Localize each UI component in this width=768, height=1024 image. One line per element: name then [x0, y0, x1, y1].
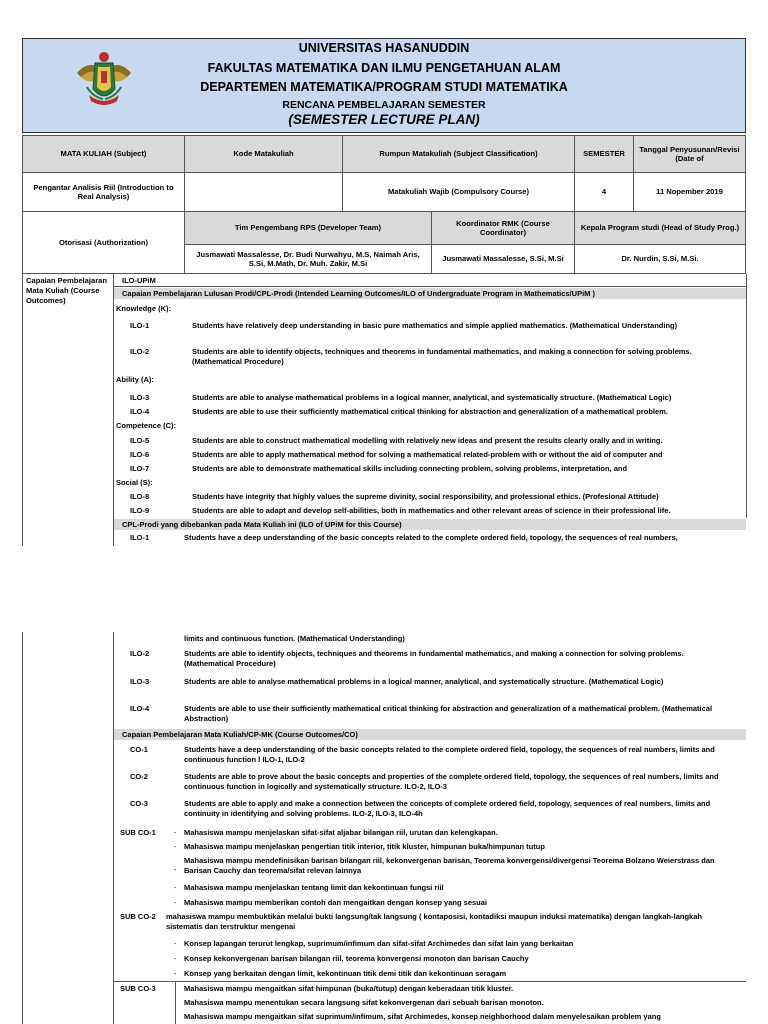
head-of-program: Dr. Nurdin, S.Si, M.Si.	[574, 244, 746, 274]
sub-co-3-code: SUB CO-3	[120, 984, 156, 993]
ilo-2-code: ILO-2	[130, 347, 150, 356]
header-semester: SEMESTER	[574, 135, 634, 173]
ilo-8-code: ILO-8	[130, 492, 150, 501]
ilo-7-text: Students are able to demonstrate mathematical skills including connecting problem, solving problems, interpretation, and	[192, 464, 628, 473]
co-3-text: Students are able to apply and make a connection between the concepts of complete ordered field, topology, sequences of real numbers, limits and continuity in identifying and solving problems. ILO-2, ILO-3, ILO-4h	[184, 799, 711, 818]
developer-team: Jusmawati Massalesse, Dr. Budi Nurwahyu, M.S, Naimah Aris, S.Si, M.Math, Dr. Muh. Zakir, M.Si	[184, 244, 432, 274]
p2-ilo-3-text: Students are able to analyse mathematical problems in a logical manner, analytical, and systematically structure. (Mathematical Logic)	[184, 677, 664, 686]
course-date: 11 Nopember 2019	[633, 172, 746, 212]
sub-co-2-text: mahasiswa mampu membuktikan melalui bukti langsung/tak langsung ( kontaposisi, kontadiksi maupun induksi matematika) dengan langkah-langkah sistematis dan terstruktur mengenai	[166, 912, 702, 931]
social-heading: Social (S):	[116, 478, 153, 487]
ilo-6-code: ILO-6	[130, 450, 150, 459]
co-2-code: CO-2	[130, 772, 148, 781]
sub-co-1-code: SUB CO-1	[120, 828, 156, 837]
header-banner	[22, 38, 746, 133]
co-3-code: CO-3	[130, 799, 148, 808]
sub-co-3-item: Mahasiswa mampu menentukan secara langsung sifat kekonvergenan dari sebuah barisan monoton.	[184, 998, 544, 1007]
header-course-coordinator: Koordinator RMK (Course Coordinator)	[431, 211, 575, 245]
header-head-of-program: Kepala Program studi (Head of Study Prog.)	[574, 211, 746, 245]
knowledge-heading: Knowledge (K):	[116, 304, 171, 313]
sub-co-1-item: Mahasiswa mampu mendefinisikan barisan bilangan riil, kekonvergenan barisan, Teorema konvergensi/divergensi Teorema Bolzano Weierstrass dan Barisan Cauchy dan teorema/sifat relevan lainnya	[184, 856, 715, 875]
header-code: Kode Matakuliah	[184, 135, 343, 173]
p2-ilo-4-text: Students are able to use their sufficiently mathematical critical thinking for abstraction and generalization of a mathematical problem. (Mathematical Abstraction)	[184, 704, 713, 723]
ilo-4-code: ILO-4	[130, 407, 150, 416]
course-code	[184, 172, 343, 212]
course-ilo-1-code: ILO-1	[130, 533, 150, 542]
course-outcomes-label: Capaian Pembelajaran Mata Kuliah (Course Outcomes)	[26, 276, 108, 306]
sub-co-1-item: Mahasiswa mampu memberikan contoh dan mengaitkan dengan konsep yang sesuai	[184, 898, 487, 907]
authorization-label: Otorisasi (Authorization)	[22, 211, 185, 274]
p2-ilo-3-code: ILO-3	[130, 677, 150, 686]
co-1-code: CO-1	[130, 745, 148, 754]
co-2-text: Students are able to prove about the basic concepts and properties of the complete ordered field, topology, the sequences of real numbers, limits and continuous function in logically and systematically structure. ILO-2, ILO-3	[184, 772, 719, 791]
p2-ilo-4-code: ILO-4	[130, 704, 150, 713]
sub-co-1-item: Mahasiswa mampu menjelaskan pengertian titik interior, titik kluster, himpunan buka/himpunan tutup	[184, 842, 545, 851]
p2-ilo-2-code: ILO-2	[130, 649, 150, 658]
cpl-prodi-band: Capaian Pembelajaran Lulusan Prodi/CPL-Prodi (Intended Learning Outcomes/ILO of Undergraduate Program in Mathematics/UPiM )	[114, 288, 746, 299]
ilo-3-text: Students are able to analyse mathematical problems in a logical manner, analytical, and systematically structure. (Mathematical Logic)	[192, 393, 672, 402]
document-title: RENCANA PEMBELAJARAN SEMESTER	[282, 99, 486, 111]
cpmk-band: Capaian Pembelajaran Mata Kuliah/CP-MK (Course Outcomes/CO)	[114, 729, 746, 740]
sub-co-2-item: Konsep yang berkaitan dengan limit, kekontinuan titik demi titik dan kekontinuan seragam	[184, 969, 507, 978]
ability-heading: Ability (A):	[116, 375, 154, 384]
ilo-6-text: Students are able to apply mathematical method for solving a mathematical related-problem with or without the aid of computer and	[192, 450, 663, 459]
department-name: DEPARTEMEN MATEMATIKA/PROGRAM STUDI MATEMATIKA	[200, 80, 568, 94]
course-semester: 4	[574, 172, 634, 212]
sub-co-3-item: Mahasiswa mampu mengaitkan sifat suprimum/infimum, sifat Archimedes, konsep neighborhood dalam menyelesaikan problem yang	[184, 1012, 661, 1021]
ilo-1-code: ILO-1	[130, 321, 150, 330]
ilo-8-text: Students have integrity that highly values the supreme divinity, social responsibility, and professional ethics. (Profesional Attitude)	[192, 492, 659, 501]
sub-co-2-code: SUB CO-2	[120, 912, 156, 921]
sub-co-2-item: Konsep lapangan terurut lengkap, suprimum/infimum dan sifat-sifat Archimedes dan sifat lain yang berkaitan	[184, 939, 574, 948]
sub-co-3-item: Mahasiswa mampu mengaitkan sifat himpunan (buka/tutup) dengan keberadaan titik kluster.	[184, 984, 514, 993]
sub-co-1-item: Mahasiswa mampu menjelaskan sifat-sifat aljabar bilangan riil, urutan dan kelengkapan.	[184, 828, 498, 837]
ilo-5-code: ILO-5	[130, 436, 150, 445]
header-date: Tanggal Penyusunan/Revisi (Date of	[633, 135, 746, 173]
ilo-4-text: Students are able to use their sufficiently mathematical critical thinking for abstraction and generalization of a mathematical problem.	[192, 407, 668, 416]
cpl-course-band: CPL-Prodi yang dibebankan pada Mata Kuliah ini (ILO of UPiM for this Course)	[114, 519, 746, 530]
course-ilo-1-text: Students have a deep understanding of the basic concepts related to the complete ordered field, topology, the sequences of real numbers,	[184, 533, 678, 542]
faculty-name: FAKULTAS MATEMATIKA DAN ILMU PENGETAHUAN ALAM	[207, 61, 561, 75]
ilo-9-text: Students are able to adapt and develop self-abilities, both in mathematics and other relevant areas of science in their professional life.	[192, 506, 671, 515]
course-coordinator: Jusmawati Massalesse, S.Si, M.Si	[431, 244, 575, 274]
ilo-2-text: Students are able to identify objects, techniques and theorems in fundamental mathematics, and making a connection for solving problems. (Mathematical Procedure)	[192, 347, 692, 366]
document-title-en: (SEMESTER LECTURE PLAN)	[288, 112, 480, 127]
course-classification: Matakuliah Wajib (Compulsory Course)	[342, 172, 575, 212]
university-name: UNIVERSITAS HASANUDDIN	[298, 41, 470, 55]
p2-ilo-2-text: Students are able to identify objects, techniques and theorems in fundamental mathematics, and making a connection for solving problems. (Mathematical Procedure)	[184, 649, 684, 668]
sub-co-2-item: Konsep kekonvergenan barisan bilangan riil, teorema konvergensi monoton dan barisan Cauchy	[184, 954, 529, 963]
course-subject: Pengantar Analisis Riil (Introduction to Real Analysis)	[22, 172, 185, 212]
ilo-1-text: Students have relatively deep understanding in basic pure mathematics and simple applied mathematics. (Mathematical Understanding)	[192, 321, 678, 330]
competence-heading: Competence (C):	[116, 421, 177, 430]
ilo-9-code: ILO-9	[130, 506, 150, 515]
page-2: limits and continuous function. (Mathematical Understanding) ILO-2 Students are able to identify objects, techniques and theorems in fundamental mathematics, and making a connection for solving problems. (Mathematical Procedure) ILO-3 Students are able to analyse mathematical problems in a logical manner, analytical, and systematically structure. (Mathematical Logic) ILO-4 Students are able to use their sufficiently mathematical critical thinking for abstraction and generalization of a mathematical problem. (Mathematical Abstraction) Capaian Pembelajaran Mata Kuliah/CP-MK (Course Outcomes/CO) CO-1 Students have a deep understanding of the basic concepts related to the complete ordered field, topology, the sequences of real numbers, limits and continuous function l ILO-1, ILO-2 CO-2 Students are able to prove about the basic concepts and properties of the complete ordered field, topology, the sequences of real numbers, limits and continuous function in logically and systematically structure. ILO-2, ILO-3 CO-3 Students are able to apply and make a connection between the concepts of complete ordered field, topology, sequences of real numbers, limits and continuity in identifying and solving problems. ILO-2, ILO-3, ILO-4h SUB CO-1 - Mahasiswa mampu menjelaskan sifat-sifat aljabar bilangan riil, urutan dan kelengkapan. - Mahasiswa mampu menjelaskan pengertian titik interior, titik kluster, himpunan buka/himpunan tutup - Mahasiswa mampu mendefinisikan barisan bilangan riil, kekonvergenan barisan, Teorema konvergensi/divergensi Teorema Bolzano Weierstrass dan Barisan Cauchy dan teorema/sifat relevan lainnya - Mahasiswa mampu menjelaskan tentang limit dan kekontinuan fungsi riil - Mahasiswa mampu memberikan contoh dan mengaitkan dengan konsep yang sesuai SUB CO-2 mahasiswa mampu membuktikan melalui bukti langsung/tak langsung ( kontaposisi, kontadiksi maupun induksi matematika) dengan langkah-langkah sistematis dan terstruktur mengenai - Konsep lapangan terurut lengkap, suprimum/infimum dan sifat-sifat Archimedes dan sifat lain yang berkaitan - Konsep kekonvergenan barisan bilangan riil, teorema konvergensi monoton dan barisan Cauchy - Konsep yang berkaitan dengan limit, kekontinuan titik demi titik dan kekontinuan seragam SUB CO-3 Mahasiswa mampu mengaitkan sifat himpunan (buka/tutup) dengan keberadaan titik kluster. Mahasiswa mampu menentukan secara langsung sifat kekonvergenan dari sebuah barisan monoton. Mahasiswa mampu mengaitkan sifat suprimum/infimum, sifat Archimedes, konsep neighborhood dalam menyelesaikan problem yang	[0, 632, 768, 1024]
course-ilo-1-continued: limits and continuous function. (Mathematical Understanding)	[184, 634, 405, 643]
ilo-5-text: Students are able to construct mathematical modelling with relatively new ideas and present the results clearly orally and in writing.	[192, 436, 663, 445]
ilo-7-code: ILO-7	[130, 464, 150, 473]
header-developer-team: Tim Pengembang RPS (Developer Team)	[184, 211, 432, 245]
ilo-3-code: ILO-3	[130, 393, 150, 402]
ilo-upim-label: ILO-UPiM	[122, 276, 156, 285]
sub-co-1-item: Mahasiswa mampu menjelaskan tentang limit dan kekontinuan fungsi riil	[184, 883, 444, 892]
co-1-text: Students have a deep understanding of the basic concepts related to the complete ordered field, topology, the sequences of real numbers, limits and continuous function l ILO-1, ILO-2	[184, 745, 715, 764]
header-subject: MATA KULIAH (Subject)	[22, 135, 185, 173]
header-classification: Rumpun Matakuliah (Subject Classification)	[342, 135, 575, 173]
